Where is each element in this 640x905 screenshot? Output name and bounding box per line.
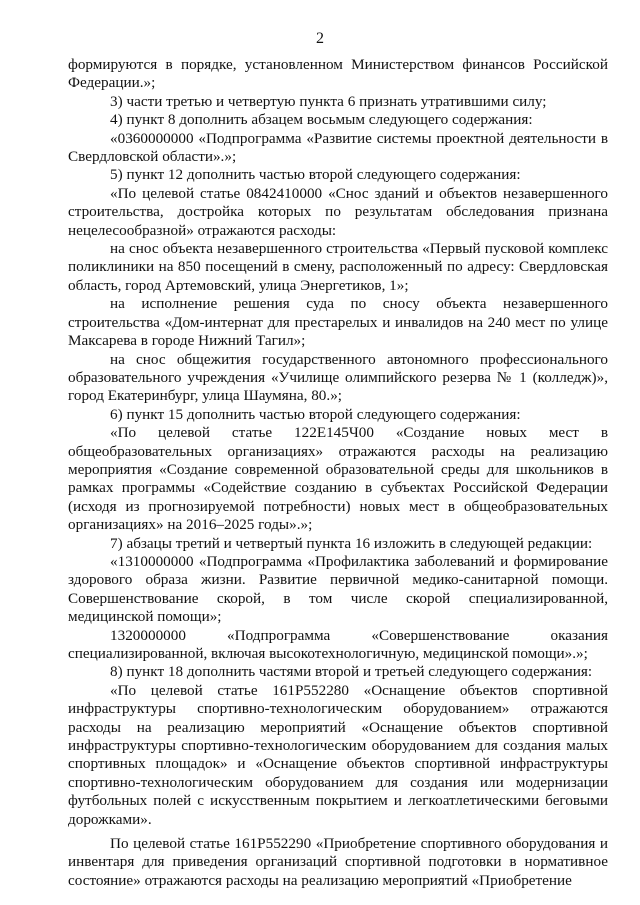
paragraph: «По целевой статье 122E145Ч00 «Создание новых мест в общеобразовательных организациях» отражаются расходы на реализацию мероприятия «Создание современной образовательной среды для школьников в рамках программы «Содействие созданию в субъектах Российской Федерации (исходя из прогнозируемой потребности) новых мест в общеобразовательных организациях» на 2016–2025 годы».»; xyxy=(68,424,608,534)
paragraph: на снос объекта незавершенного строительства «Первый пусковой комплекс поликлиники на 850 посещений в смену, расположенный по адресу: Свердловская область, город Артемовский, улица Энергетиков, 1»; xyxy=(68,240,608,294)
paragraph: формируются в порядке, установленном Министерством финансов Российской Федерации.»; xyxy=(68,56,608,92)
document-body xyxy=(68,56,608,890)
paragraph: 5) пункт 12 дополнить частью второй следующего содержания: xyxy=(110,166,521,184)
paragraph: «По целевой статье 0842410000 «Снос зданий и объектов незавершенного строительства, достройка которых по результатам обследования признана нецелесообразной» отражаются расходы: xyxy=(68,184,608,239)
paragraph: 6) пункт 15 дополнить частью второй следующего содержания: xyxy=(110,405,521,423)
paragraph: «0360000000 «Подпрограмма «Развитие системы проектной деятельности в Свердловской области».»; xyxy=(68,129,608,166)
paragraph: 1320000000 «Подпрограмма «Совершенствование оказания специализированной, включая высокотехнологичную, медицинской помощи».»; xyxy=(68,626,608,662)
paragraph: «1310000000 «Подпрограмма «Профилактика заболеваний и формирование здорового образа жизни. Развитие первичной медико-санитарной помощи. Совершенствование скорой, в том числе скорой специализированной, медицинской помощи»; xyxy=(68,552,608,626)
paragraph: «По целевой статье 161P552280 «Оснащение объектов спортивной инфраструктуры спортивно-технологическим оборудованием» отражаются расходы на реализацию мероприятий «Оснащение объектов спортивной инфраструктуры спортивно-технологическим оборудованием для создания малых спортивных площадок» и «Оснащение объектов спортивной инфраструктуры спортивно-технологическим оборудованием для создания или модернизации футбольных полей с искусственным покрытием и легкоатлетическими беговыми дорожками». xyxy=(68,681,608,828)
paragraph: 7) абзацы третий и четвертый пункта 16 изложить в следующей редакции: xyxy=(110,534,593,552)
paragraph: По целевой статье 161P552290 «Приобретение спортивного оборудования и инвентаря для приведения организаций спортивной подготовки в нормативное состояние» отражаются расходы на реализацию мероприятий «Приобретение xyxy=(68,835,608,889)
page-number: 2 xyxy=(316,30,324,47)
paragraph: 3) части третью и четвертую пункта 6 признать утратившими силу; xyxy=(110,92,547,110)
paragraph: 4) пункт 8 дополнить абзацем восьмым следующего содержания: xyxy=(110,111,533,129)
paragraph: 8) пункт 18 дополнить частями второй и третьей следующего содержания: xyxy=(110,663,593,681)
paragraph: на исполнение решения суда по сносу объекта незавершенного строительства «Дом-интернат для престарелых и инвалидов на 240 мест по улице Максарева в городе Нижний Тагил»; xyxy=(68,295,608,350)
paragraph: на снос общежития государственного автономного профессионального образовательного учреждения «Училище олимпийского резерва № 1 (колледж)», город Екатеринбург, улица Шаумяна, 80.»; xyxy=(68,350,608,405)
